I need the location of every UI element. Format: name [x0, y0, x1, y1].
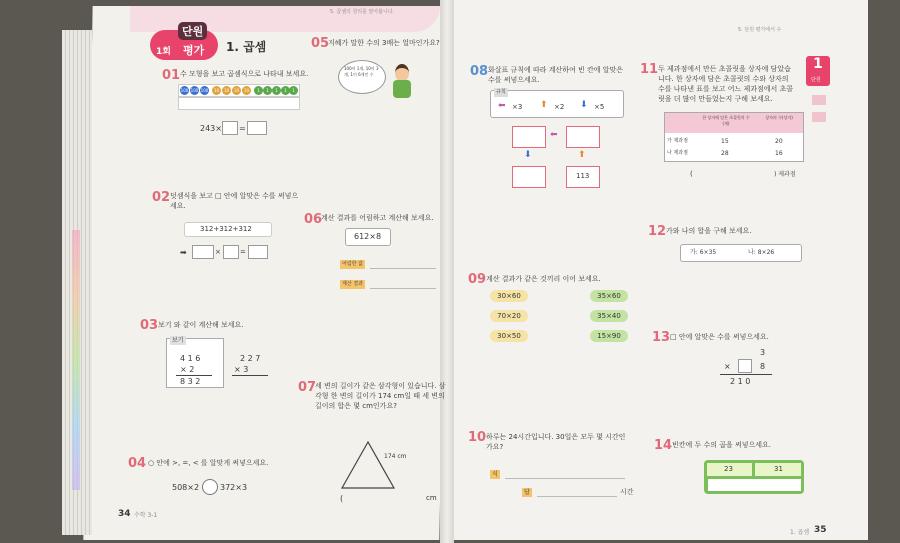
q06-result-label: 계산 결과: [342, 281, 363, 287]
badge-label-bottom: 평가: [183, 44, 205, 57]
right-footer: 1. 곱셈: [790, 529, 810, 536]
q08-down-arrow-icon: ⬇: [580, 100, 588, 110]
q08-number: 08: [470, 64, 489, 79]
q05-text: 지혜가 말한 수의 3배는 얼마인가요?: [328, 39, 440, 47]
left-page-number: 34: [118, 509, 131, 519]
q08-box-bottom-left[interactable]: [512, 166, 546, 188]
chip-100: 100: [190, 88, 199, 93]
side-tab-3: [812, 112, 826, 122]
q12-number: 12: [648, 224, 667, 239]
q11-table: [664, 112, 804, 162]
q11-row2-name: 나 제과점: [667, 150, 688, 156]
unit-title: 1. 곱셈: [226, 40, 267, 54]
q09-right-2[interactable]: 35×40: [590, 310, 628, 322]
q04-left: 508×2: [172, 483, 200, 492]
q02-arrow: ➡: [180, 248, 187, 257]
q05-character: [392, 64, 412, 100]
q07-open-paren: (: [340, 494, 344, 503]
q02-times: ×: [215, 248, 221, 256]
right-page-number: 35: [814, 525, 827, 535]
q11-open-paren: (: [690, 170, 693, 178]
chip-10: 10: [223, 88, 230, 93]
q09-right-1[interactable]: 35×60: [590, 290, 628, 302]
q14-a: 23: [724, 465, 733, 473]
q04-text: ○ 안에 >, =, < 를 알맞게 써넣으세요.: [148, 459, 269, 467]
q07-text3: 길이의 합은 몇 cm인가요?: [315, 402, 397, 410]
q08-r3: ×5: [594, 103, 605, 111]
q01-chip-row: [178, 84, 300, 97]
q13-mid: ×: [724, 362, 731, 371]
q07-unit: cm: [426, 494, 437, 502]
q11-row2-a: 28: [721, 150, 729, 157]
q06-text: 계산 결과를 어림하고 계산해 보세요.: [321, 214, 434, 222]
q02-number: 02: [152, 190, 171, 205]
q08-r2: ×2: [554, 103, 565, 111]
q08-given: 113: [576, 172, 590, 180]
q11-row1-a: 15: [721, 138, 729, 145]
q10-answer-line[interactable]: [537, 496, 617, 497]
q11-text4: 릿을 더 많이 만들었는지 구해 보세요.: [658, 95, 773, 103]
q03-b1: 2 2 7: [240, 354, 261, 363]
q06-expr: 612×8: [354, 232, 382, 241]
chip-100: 100: [200, 88, 209, 93]
chip-1: 1: [263, 86, 272, 95]
q05-number: 05: [311, 36, 330, 51]
q11-row1-b: 20: [775, 138, 783, 145]
q03-b-rule: [232, 375, 268, 376]
q13-bottom: 2 1 0: [730, 377, 751, 386]
q14-text: 빈칸에 두 수의 곱을 써넣으세요.: [672, 441, 772, 449]
q11-number: 11: [640, 62, 659, 77]
badge-round: 1회: [156, 47, 171, 57]
q06-result-line[interactable]: [370, 288, 436, 289]
q04-right: 372×3: [220, 483, 248, 492]
q02-box-3[interactable]: [248, 245, 268, 259]
right-top-hint: 5. 단원 평가에서 수: [738, 27, 782, 33]
q13-number: 13: [652, 330, 671, 345]
q11-answer-unit: ) 제과점: [774, 171, 796, 178]
q07-number: 07: [298, 380, 317, 395]
q14-number: 14: [654, 438, 673, 453]
q08-up-arrow-icon: ⬆: [540, 100, 548, 110]
q02-text2: 세요.: [170, 202, 186, 210]
q11-text2: 니다. 한 상자에 담은 초콜릿의 수와 상자의: [658, 75, 789, 83]
q12-a: 가: 6×35: [690, 249, 717, 256]
q08-left-arrow-icon: ⬅: [498, 101, 506, 111]
q08-box-top-right[interactable]: [566, 126, 600, 148]
q13-mid2: 8: [760, 362, 766, 371]
q10-number: 10: [468, 430, 487, 445]
q02-sum: 312+312+312: [200, 225, 252, 233]
q01-eq: =: [239, 124, 246, 133]
chip-1: 1: [272, 86, 281, 95]
q03-a1: 4 1 6: [180, 354, 201, 363]
q03-b2: × 3: [234, 365, 249, 374]
q01-number: 01: [162, 68, 181, 83]
q11-text1: 두 제과점에서 만든 초콜릿을 상자에 담았습: [658, 65, 791, 73]
q01-text: 수 모형을 보고 곱셈식으로 나타내 보세요.: [180, 70, 309, 78]
q10-text2: 가요?: [486, 443, 504, 451]
q03-a-rule: [176, 375, 212, 376]
q10-text1: 하루는 24시간입니다. 30일은 모두 몇 시간인: [486, 433, 626, 441]
q10-unit: 시간: [620, 488, 634, 496]
q08-arrow-down-icon: ⬇: [524, 150, 532, 160]
q14-grid: [704, 460, 804, 494]
q02-text: 덧셈식을 보고 □ 안에 알맞은 수를 써넣으: [170, 192, 299, 200]
side-tab-2: [812, 95, 826, 105]
q11-row1-name: 가 제과점: [667, 138, 688, 144]
q06-number: 06: [304, 212, 323, 227]
chip-100: 100: [180, 88, 189, 93]
q02-box-2[interactable]: [223, 245, 239, 259]
q07-triangle: [340, 440, 396, 490]
q03-number: 03: [140, 318, 159, 333]
q08-arrow-up-icon: ⬆: [578, 150, 586, 160]
q03-a3: 8 3 2: [180, 377, 201, 386]
q03-text: 보기 와 같이 계산해 보세요.: [158, 321, 244, 329]
q09-left-1[interactable]: 30×60: [490, 290, 528, 302]
q13-answer-box[interactable]: [738, 359, 752, 373]
q03-example-label: 보기: [172, 337, 184, 344]
q01-chip-row-2: [178, 97, 300, 110]
badge-label-top: 단원: [178, 22, 207, 40]
q08-arrow-left-icon: ⬅: [550, 130, 558, 140]
q08-box-top-left[interactable]: [512, 126, 546, 148]
q09-right-3[interactable]: 15×90: [590, 330, 628, 342]
unit-tab-number: 1: [813, 56, 823, 72]
q10-sik: 식: [492, 471, 498, 478]
q10-formula-line[interactable]: [505, 478, 625, 479]
chip-1: 1: [289, 86, 298, 95]
q11-text3: 수를 나타낸 표를 보고 어느 제과점에서 초콜: [658, 85, 794, 93]
left-footer: 수학 3-1: [134, 512, 158, 519]
q07-text1: 세 변의 길이가 같은 삼각형이 있습니다. 삼: [315, 382, 446, 390]
q01-expr: 243×: [200, 124, 222, 133]
left-top-hint: 5. 곱셈의 원리를 알아봅니다.: [330, 9, 395, 15]
q04-number: 04: [128, 456, 147, 471]
q09-text: 계산 결과가 같은 것끼리 이어 보세요.: [486, 275, 601, 283]
q05-bubble-text: 100이 1개, 10이 3개, 1이 6개인 수: [344, 66, 379, 77]
chip-1: 1: [281, 86, 290, 95]
chip-1: 1: [254, 86, 263, 95]
q12-b: 나: 8×26: [748, 249, 775, 256]
q13-rule: [720, 374, 772, 375]
q10-dap: 답: [524, 489, 530, 496]
q08-text2: 수를 써넣으세요.: [488, 76, 540, 84]
q03-a2: × 2: [180, 365, 195, 374]
q14-b: 31: [774, 465, 783, 473]
book-spine: [440, 0, 454, 543]
chip-10: 10: [233, 88, 240, 93]
q02-box-1[interactable]: [192, 245, 214, 259]
q09-left-2[interactable]: 70×20: [490, 310, 528, 322]
chip-10: 10: [243, 88, 250, 93]
chip-10: 10: [213, 88, 220, 93]
q02-eq: =: [240, 248, 246, 256]
q08-r1: ×3: [512, 103, 523, 111]
q13-top: 3: [760, 348, 766, 357]
q13-text: □ 안에 알맞은 수를 써넣으세요.: [670, 333, 769, 341]
q12-text: 가와 나의 합을 구해 보세요.: [666, 227, 752, 235]
q07-side-label: 174 cm: [384, 453, 407, 460]
q04-compare-circle[interactable]: [202, 479, 218, 495]
q06-estimate-line[interactable]: [370, 268, 436, 269]
q11-row2-b: 16: [775, 150, 783, 157]
q14-answer-cell[interactable]: [707, 478, 802, 492]
q11-col1: 한 상자에 담은 초콜릿의 수(개): [702, 115, 750, 126]
q11-col2: 상자의 수(상자): [765, 115, 793, 120]
q08-text1: 화살표 규칙에 따라 계산하여 빈 칸에 알맞은: [488, 66, 624, 74]
q01-answer-box[interactable]: [222, 121, 238, 135]
q01-result-box[interactable]: [247, 121, 267, 135]
q08-rule-label: 규칙: [496, 89, 506, 95]
unit-tab-label: 단원: [811, 77, 821, 83]
q07-text2: 각형 한 변의 길이가 174 cm일 때 세 변의: [315, 392, 445, 400]
color-tabs: [72, 230, 80, 490]
q09-left-3[interactable]: 30×50: [490, 330, 528, 342]
q09-number: 09: [468, 272, 487, 287]
q06-estimate-label: 어림한 값: [342, 261, 363, 267]
